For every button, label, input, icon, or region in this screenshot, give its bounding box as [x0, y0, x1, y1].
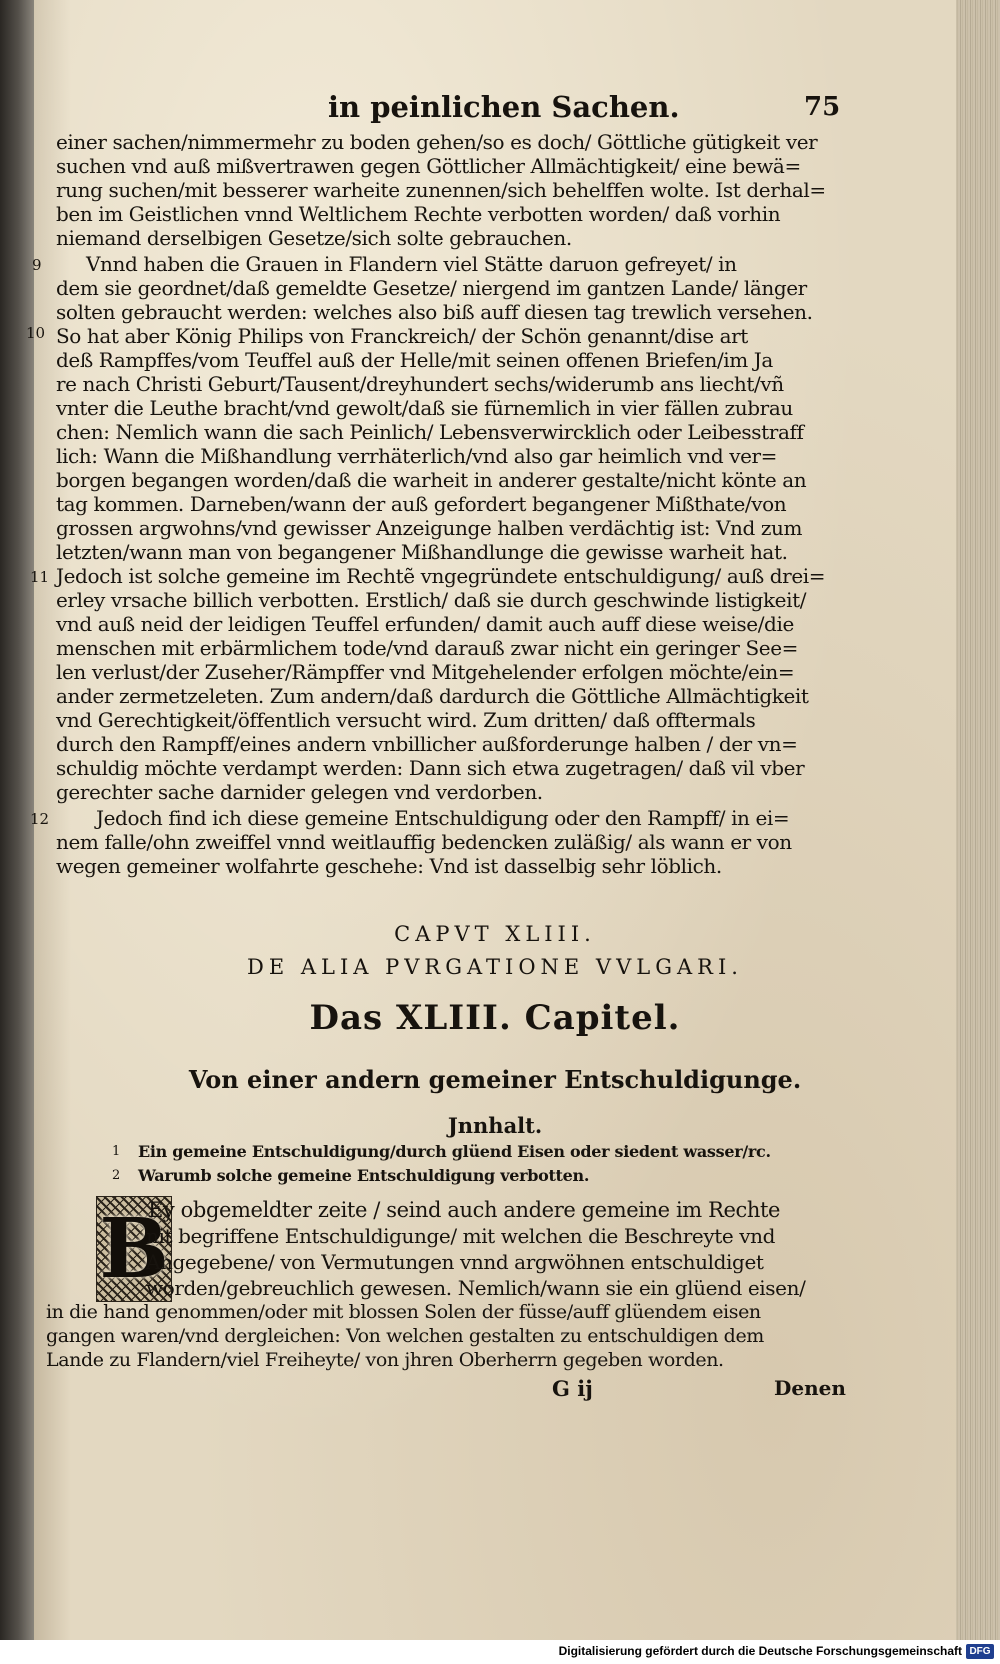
text-line: solten gebraucht werden: welches also biß auff diesen tag trewlich versehen. — [56, 300, 813, 324]
book-gutter — [0, 0, 34, 1640]
text-line: Lande zu Flandern/viel Freiheyte/ von jhren Oberherrn gegeben worden. — [46, 1349, 724, 1371]
text-line: borgen begangen worden/daß die warheit in anderer gestalte/nicht könte an — [56, 468, 807, 492]
text-line: vnd Gerechtigkeit/öffentlich versucht wird. Zum dritten/ daß offtermals — [56, 708, 756, 732]
margin-number: 12 — [30, 810, 50, 828]
footer-bar — [0, 1640, 1000, 1664]
text-line: vnd auß neid der leidigen Teuffel erfunden/ damit auch auff diese weise/die — [56, 612, 794, 636]
summary-item: Warumb solche gemeine Entschuldigung verbotten. — [138, 1166, 590, 1185]
footer-credit: Digitalisierung gefördert durch die Deutsche Forschungsgemeinschaft — [558, 1644, 962, 1658]
text-line: Jedoch find ich diese gemeine Entschuldigung oder den Rampff/ in ei= — [96, 806, 790, 830]
margin-number: 9 — [32, 256, 42, 274]
initial-letter: B — [99, 1201, 169, 1297]
text-line: Vnnd haben die Grauen in Flandern viel Stätte daruon gefreyet/ in — [86, 252, 737, 276]
text-line: ander zermetzeleten. Zum andern/daß dardurch die Göttliche Allmächtigkeit — [56, 684, 809, 708]
text-line: wegen gemeiner wolfahrte geschehe: Vnd ist dasselbig sehr löblich. — [56, 854, 722, 878]
summary-item: Ein gemeine Entschuldigung/durch glüend Eisen oder siedent wasser/rc. — [138, 1142, 771, 1161]
text-line: worden/gebreuchlich gewesen. Nemlich/wann sie ein glüend eisen/ — [146, 1276, 806, 1300]
text-line: einer sachen/nimmermehr zu boden gehen/so es doch/ Göttliche gütigkeit ver — [56, 130, 818, 154]
text-line: grossen argwohns/vnd gewisser Anzeigunge halben verdächtig ist: Vnd zum — [56, 516, 803, 540]
chapter-subheading: Von einer andern gemeiner Entschuldigunge. — [188, 1065, 802, 1094]
text-line: gangen waren/vnd dergleichen: Von welchen gestalten zu entschuldigen dem — [46, 1325, 764, 1347]
text-line: suchen vnd auß mißvertrawen gegen Göttlicher Allmächtigkeit/ eine bewä= — [56, 154, 801, 178]
text-line: len verlust/der Zuseher/Rämpffer vnd Mitgehelender erfolgen möchte/ein= — [56, 660, 795, 684]
text-line: dem sie geordnet/daß gemeldte Gesetze/ niergend im gantzen Lande/ länger — [56, 276, 807, 300]
text-line: schuldig möchte verdampt werden: Dann sich etwa zugetragen/ daß vil vber — [56, 756, 805, 780]
text-line: lich: Wann die Mißhandlung verrhäterlich/vnd also gar heimlich vnd ver= — [56, 444, 778, 468]
book-page — [26, 0, 956, 1640]
text-line: So hat aber König Philips von Franckreich/ der Schön genannt/dise art — [56, 324, 748, 348]
text-line: menschen mit erbärmlichem tode/vnd darauß zwar nicht ein geringer See= — [56, 636, 799, 660]
text-line: erley vrsache billich verbotten. Erstlich/ daß sie durch geschwinde listigkeit/ — [56, 588, 807, 612]
summary-number: 1 — [112, 1144, 121, 1159]
text-line: gerechter sache darnider gelegen vnd verdorben. — [56, 780, 543, 804]
text-line: niemand derselbigen Gesetze/sich solte gebrauchen. — [56, 226, 572, 250]
summary-number: 2 — [112, 1168, 121, 1183]
text-line: letzten/wann man von begangener Mißhandlunge die gewisse warheit hat. — [56, 540, 788, 564]
page-edges — [956, 0, 1000, 1640]
text-line: vnter die Leuthe bracht/vnd gewolt/daß sie fürnemlich in vier fällen zubrau — [56, 396, 793, 420]
margin-number: 11 — [30, 568, 50, 586]
signature-mark: G ij — [552, 1376, 593, 1401]
text-line: Angegebene/ von Vermutungen vnnd argwöhnen entschuldiget — [146, 1250, 764, 1274]
running-head: in peinlichen Sachen. — [328, 90, 680, 124]
text-line: re nach Christi Geburt/Tausent/dreyhundert sechs/widerumb ans liecht/vñ — [56, 372, 784, 396]
chapter-latin-number: CAPVT XLIII. — [394, 922, 596, 946]
text-line: nit begriffene Entschuldigunge/ mit welchen die Beschreyte vnd — [146, 1224, 776, 1248]
contents-label: Jnnhalt. — [447, 1113, 543, 1138]
text-line: rung suchen/mit besserer warheite zunennen/sich behelffen wolte. Ist derhal= — [56, 178, 826, 202]
text-line: nem falle/ohn zweiffel vnnd weitlauffig bedencken zuläßig/ als wann er von — [56, 830, 792, 854]
text-line: chen: Nemlich wann die sach Peinlich/ Lebensverwircklich oder Leibesstraff — [56, 420, 804, 444]
chapter-latin-title: DE ALIA PVRGATIONE VVLGARI. — [247, 955, 743, 979]
text-line: in die hand genommen/oder mit blossen Solen der füsse/auff glüendem eisen — [46, 1301, 761, 1323]
text-line: tag kommen. Darneben/wann der auß gefordert begangener Mißthate/von — [56, 492, 787, 516]
margin-number: 10 — [26, 324, 46, 342]
text-line: ben im Geistlichen vnnd Weltlichem Rechte verbotten worden/ daß vorhin — [56, 202, 781, 226]
dfg-logo-icon: DFG — [966, 1644, 994, 1659]
text-line: durch den Rampff/eines andern vnbillicher außforderunge halben / der vn= — [56, 732, 798, 756]
page-number: 75 — [804, 92, 841, 122]
text-line: Ey obgemeldter zeite / seind auch andere gemeine im Rechte — [148, 1198, 781, 1222]
text-line: deß Rampffes/vom Teuffel auß der Helle/mit seinen offenen Briefen/im Ja — [56, 348, 773, 372]
text-line: Jedoch ist solche gemeine im Rechtẽ vngegründete entschuldigung/ auß drei= — [56, 564, 826, 588]
catchword: Denen — [774, 1376, 846, 1400]
chapter-heading: Das XLIII. Capitel. — [309, 998, 681, 1038]
